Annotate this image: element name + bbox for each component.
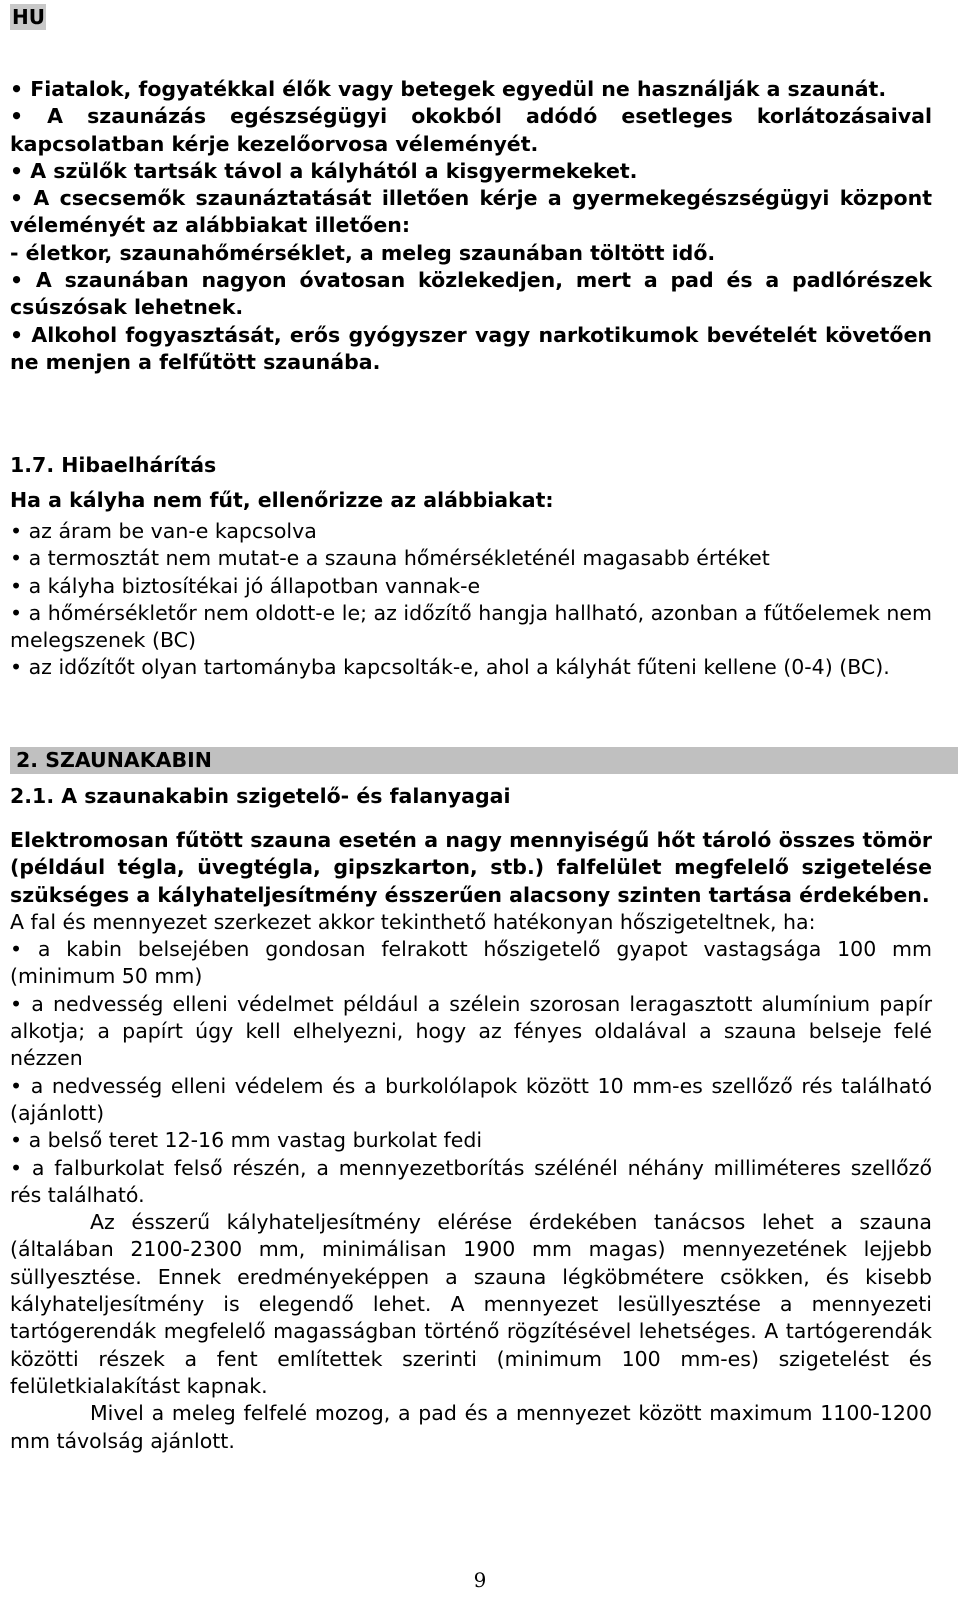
check-item: • az időzítőt olyan tartományba kapcsolták-e, ahol a kályhát fűteni kellene (0-4) (BC). — [10, 655, 890, 680]
warning-item: • A szaunázás egészségügyi okokból adódó esetleges korlátozásaival kapcsolatban kérje kezelőorvosa véleményét. — [10, 104, 932, 156]
warning-item: • A szülők tartsák távol a kályhától a kisgyermekeket. — [10, 158, 638, 183]
language-tag: HU — [12, 5, 45, 29]
check-item: • a hőmérsékletőr nem oldott-e le; az időzítő hangja hallható, azonban a fűtőelemek nem melegszenek (BC) — [10, 600, 932, 653]
insulation-item: • a nedvesség elleni védelem és a burkolólapok között 10 mm-es szellőző rés található (ajánlott) — [10, 1073, 932, 1125]
subsection-heading: 2.1. A szaunakabin szigetelő- és falanyagai — [10, 784, 511, 808]
insulation-item: • a falburkolat felső részén, a mennyezetborítás szélénél néhány milliméteres szellőző rés található. — [10, 1155, 932, 1207]
warning-item: • Fiatalok, fogyatékkal élők vagy betegek egyedül ne használják a szaunát. — [10, 77, 887, 101]
check-item: • a kályha biztosítékai jó állapotban vannak-e — [10, 573, 481, 598]
page-number: 9 — [473, 1568, 487, 1592]
check-item: • a termosztát nem mutat-e a szauna hőmérsékleténél magasabb értéket — [10, 546, 770, 571]
warning-item: - életkor, szaunahőmérséklet, a meleg szaunában töltött idő. — [10, 240, 716, 265]
troubleshooting-list — [10, 518, 932, 682]
warning-item: • Alkohol fogyasztását, erős gyógyszer vagy narkotikumok bevételét követően ne menjen a felfűtött szaunába. — [10, 322, 932, 374]
insulation-intro: A fal és mennyezet szerkezet akkor tekinthető hatékonyan hőszigeteltnek, ha: — [10, 909, 816, 934]
bench-distance-paragraph: Mivel a meleg felfelé mozog, a pad és a mennyezet között maximum 1100-1200 mm távolság ajánlott. — [10, 1401, 932, 1453]
insulation-requirement: Elektromosan fűtött szauna esetén a nagy mennyiségű hőt tároló összes tömör (például tégla, üvegtégla, gipszkarton, stb.) falfelület megfelelő szigetelése szükséges a kályhateljesítmény ésszerűen alacsony szinten tartása érdekében. — [10, 828, 932, 907]
troubleshooting-heading: 1.7. Hibaelhárítás — [10, 453, 217, 477]
subsection-body — [10, 827, 932, 1455]
insulation-item: • a belső teret 12-16 mm vastag burkolat fedi — [10, 1128, 483, 1153]
troubleshooting-intro: Ha a kályha nem fűt, ellenőrizze az alábbiakat: — [10, 488, 554, 512]
safety-warnings — [10, 76, 932, 376]
ceiling-paragraph: Az ésszerű kályhateljesítmény elérése érdekében tanácsos lehet a szauna (általában 2100-2300 mm, minimálisan 1900 mm magas) mennyezetének lejjebb süllyesztése. Ennek eredményeképpen a szauna légköbmétere csökken, és kisebb kályhateljesítmény is elegendő lehet. A mennyezet lesüllyesztése a mennyezeti tartógerendák megfelelő magasságban történő rögzítésével lehetséges. A tartógerendák közötti részek a fent említettek szerinti (minimum 100 mm-es) szigetelést és felületkialakítást kapnak. — [10, 1210, 932, 1398]
section-title: 2. SZAUNAKABIN — [10, 747, 958, 774]
insulation-item: • a nedvesség elleni védelmet például a szélein szorosan leragasztott alumínium papír alkotja; a papírt úgy kell elhelyezni, hogy az fényes oldalával a szauna belseje felé nézzen — [10, 991, 932, 1071]
check-item: • az áram be van-e kapcsolva — [10, 519, 317, 543]
warning-item: • A szaunában nagyon óvatosan közlekedjen, mert a pad és a padlórészek csúszósak lehetnek. — [10, 268, 932, 320]
warning-item: • A csecsemők szaunáztatását illetően kérje a gyermekegészségügyi központ véleményét az alábbiakat illetően: — [10, 186, 932, 238]
insulation-item: • a kabin belsejében gondosan felrakott hőszigetelő gyapot vastagsága 100 mm (minimum 50 mm) — [10, 937, 932, 989]
